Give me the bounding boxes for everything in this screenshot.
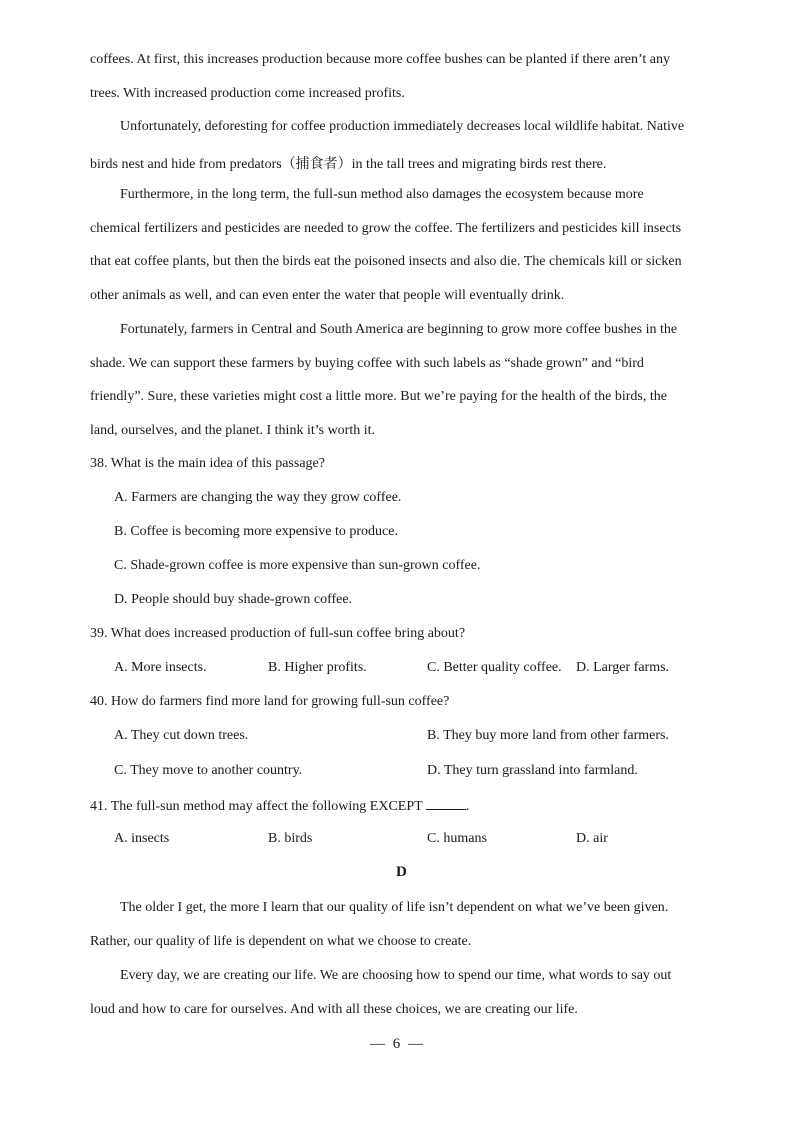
question-38-stem: 38. What is the main idea of this passage?	[90, 456, 325, 471]
question-40-option-d: D. They turn grassland into farmland.	[427, 763, 638, 778]
passage-d-line: loud and how to care for ourselves. And with all these choices, we are creating our life.	[90, 1002, 578, 1017]
question-41-option-b: B. birds	[268, 831, 313, 846]
question-41-stem-text: 41. The full-sun method may affect the following EXCEPT	[90, 799, 423, 814]
passage-d-line: Rather, our quality of life is dependent on what we choose to create.	[90, 934, 472, 949]
question-40-option-a: A. They cut down trees.	[114, 728, 249, 743]
passage-line: friendly”. Sure, these varieties might cost a little more. But we’re paying for the health of the birds, the	[90, 389, 667, 404]
section-d-heading: D	[396, 864, 407, 880]
passage-line: Furthermore, in the long term, the full-sun method also damages the ecosystem because more	[120, 187, 644, 202]
question-40-option-b: B. They buy more land from other farmers.	[427, 728, 669, 743]
passage-line: chemical fertilizers and pesticides are needed to grow the coffee. The fertilizers and pesticides kill insects	[90, 221, 682, 236]
passage-line: that eat coffee plants, but then the birds eat the poisoned insects and also die. The chemicals kill or sicken	[90, 254, 682, 269]
question-39-option-a: A. More insects.	[114, 660, 207, 675]
page-number: — 6 —	[370, 1036, 425, 1052]
passage-line: Unfortunately, deforesting for coffee production immediately decreases local wildlife habitat. Native	[120, 119, 685, 134]
passage-line: Fortunately, farmers in Central and South America are beginning to grow more coffee bushes in the	[120, 322, 678, 337]
answer-blank	[426, 797, 466, 810]
passage-line: coffees. At first, this increases production because more coffee bushes can be planted if there aren’t any	[90, 52, 671, 67]
question-39-option-c: C. Better quality coffee.	[427, 660, 562, 675]
question-40-option-c: C. They move to another country.	[114, 763, 303, 778]
question-38-option-a: A. Farmers are changing the way they grow coffee.	[114, 490, 402, 505]
question-41-option-c: C. humans	[427, 831, 487, 846]
question-41-stem-end: .	[465, 799, 470, 814]
question-39-option-b: B. Higher profits.	[268, 660, 367, 675]
passage-line: other animals as well, and can even enter the water that people will eventually drink.	[90, 288, 565, 303]
question-41-option-a: A. insects	[114, 831, 170, 846]
question-38-option-c: C. Shade-grown coffee is more expensive than sun-grown coffee.	[114, 558, 481, 573]
passage-d-line: The older I get, the more I learn that our quality of life isn’t dependent on what we’ve been given.	[120, 900, 669, 915]
question-40-stem: 40. How do farmers find more land for growing full-sun coffee?	[90, 694, 450, 709]
question-38-option-d: D. People should buy shade-grown coffee.	[114, 592, 353, 607]
question-38-option-b: B. Coffee is becoming more expensive to produce.	[114, 524, 398, 539]
passage-line: land, ourselves, and the planet. I think it’s worth it.	[90, 423, 376, 438]
question-41-stem	[90, 797, 710, 815]
passage-line: shade. We can support these farmers by buying coffee with such labels as “shade grown” and “bird	[90, 356, 644, 371]
question-39-stem: 39. What does increased production of full-sun coffee bring about?	[90, 626, 466, 641]
question-39-option-d: D. Larger farms.	[576, 660, 670, 675]
passage-line: birds nest and hide from predators（捕食者）in the tall trees and migrating birds rest there.	[90, 157, 607, 172]
passage-line: trees. With increased production come increased profits.	[90, 86, 405, 101]
question-41-option-d: D. air	[576, 831, 608, 846]
passage-d-line: Every day, we are creating our life. We are choosing how to spend our time, what words to say out	[120, 968, 672, 983]
